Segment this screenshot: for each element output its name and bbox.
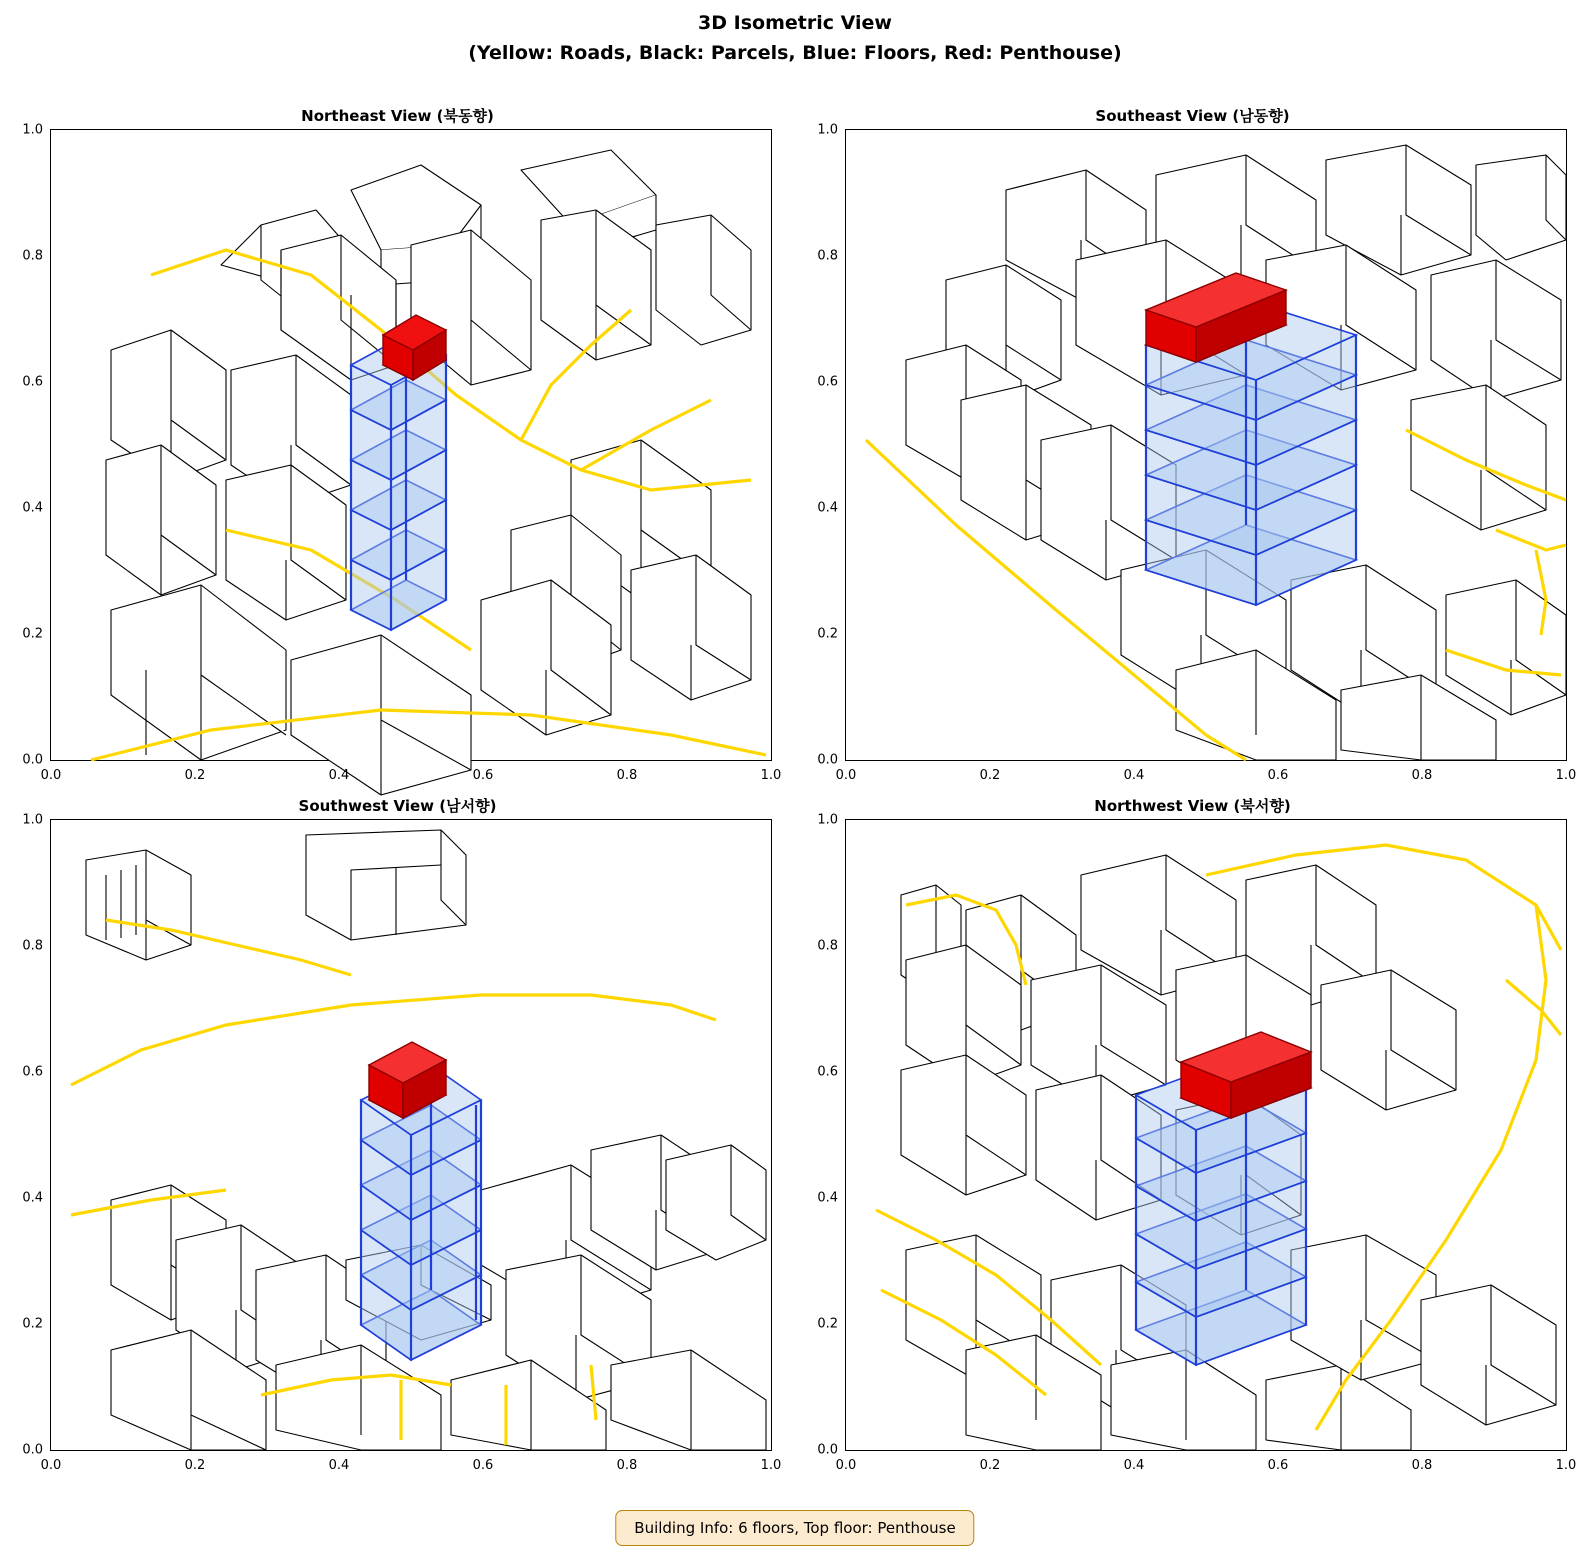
xtick-label: 0.0 — [40, 1458, 62, 1473]
subplot-southwest-axes[interactable] — [22, 812, 782, 1473]
xtick-label: 0.4 — [1123, 768, 1145, 783]
xtick-label: 0.4 — [1123, 1458, 1145, 1473]
xtick-label: 0.8 — [1411, 1458, 1433, 1473]
xtick-label: 0.2 — [979, 1458, 1001, 1473]
ytick-label: 0.0 — [817, 1442, 838, 1458]
subplot-northwest — [795, 795, 1590, 1475]
xtick-label: 1.0 — [760, 1458, 782, 1473]
ytick-label: 0.2 — [22, 1316, 43, 1332]
xtick-label: 0.6 — [472, 768, 494, 783]
xtick-label: 0.8 — [616, 1458, 638, 1473]
ytick-label: 0.2 — [22, 626, 43, 642]
building-info-box: Building Info: 6 floors, Top floor: Penthouse — [615, 1510, 974, 1546]
subplot-southeast-title: Southeast View (남동향) — [1095, 107, 1290, 125]
ytick-label: 0.4 — [22, 1190, 43, 1206]
ytick-label: 0.8 — [22, 248, 43, 264]
ytick-label: 0.0 — [22, 1442, 43, 1458]
ytick-label: 0.8 — [817, 248, 838, 264]
xtick-label: 0.0 — [835, 768, 857, 783]
ytick-label: 0.4 — [22, 500, 43, 516]
xtick-label: 1.0 — [1555, 768, 1577, 783]
ytick-label: 0.2 — [817, 626, 838, 642]
ytick-label: 0.8 — [817, 938, 838, 954]
xtick-label: 1.0 — [760, 768, 782, 783]
subplot-southwest — [0, 795, 795, 1475]
ytick-label: 1.0 — [22, 122, 43, 138]
ytick-label: 0.8 — [22, 938, 43, 954]
ytick-label: 0.6 — [22, 374, 43, 390]
ytick-label: 0.0 — [22, 752, 43, 768]
ytick-label: 0.6 — [22, 1064, 43, 1080]
xtick-label: 0.4 — [328, 768, 350, 783]
subplot-northeast-axes[interactable] — [22, 122, 782, 783]
ytick-label: 1.0 — [817, 122, 838, 138]
xtick-label: 0.2 — [184, 768, 206, 783]
subplot-northwest-axes[interactable] — [817, 812, 1577, 1473]
xtick-label: 0.4 — [328, 1458, 350, 1473]
ytick-label: 0.2 — [817, 1316, 838, 1332]
figure-title-line2: (Yellow: Roads, Black: Parcels, Blue: Floors, Red: Penthouse) — [468, 42, 1122, 64]
ytick-label: 1.0 — [22, 812, 43, 828]
subplot-northwest-title: Northwest View (북서향) — [1094, 797, 1291, 815]
xtick-label: 0.8 — [1411, 768, 1433, 783]
floors-layer — [351, 335, 446, 630]
ytick-label: 0.6 — [817, 374, 838, 390]
figure-title — [0, 8, 1590, 68]
xtick-label: 0.2 — [184, 1458, 206, 1473]
subplot-southeast-axes[interactable] — [817, 122, 1577, 783]
subplot-southeast — [795, 105, 1590, 785]
xtick-label: 0.6 — [1267, 768, 1289, 783]
xtick-label: 0.0 — [40, 768, 62, 783]
xtick-label: 1.0 — [1555, 1458, 1577, 1473]
xtick-label: 0.2 — [979, 768, 1001, 783]
subplot-southwest-title: Southwest View (남서향) — [298, 797, 497, 815]
xtick-label: 0.6 — [472, 1458, 494, 1473]
xtick-label: 0.0 — [835, 1458, 857, 1473]
figure-title-line1: 3D Isometric View — [698, 12, 892, 34]
ytick-label: 0.6 — [817, 1064, 838, 1080]
ytick-label: 0.0 — [817, 752, 838, 768]
ytick-label: 0.4 — [817, 1190, 838, 1206]
subplot-northeast — [0, 105, 795, 785]
xtick-label: 0.6 — [1267, 1458, 1289, 1473]
ytick-label: 1.0 — [817, 812, 838, 828]
floors-layer — [361, 1065, 481, 1360]
subplot-northeast-title: Northeast View (북동향) — [301, 107, 494, 125]
xtick-label: 0.8 — [616, 768, 638, 783]
ytick-label: 0.4 — [817, 500, 838, 516]
